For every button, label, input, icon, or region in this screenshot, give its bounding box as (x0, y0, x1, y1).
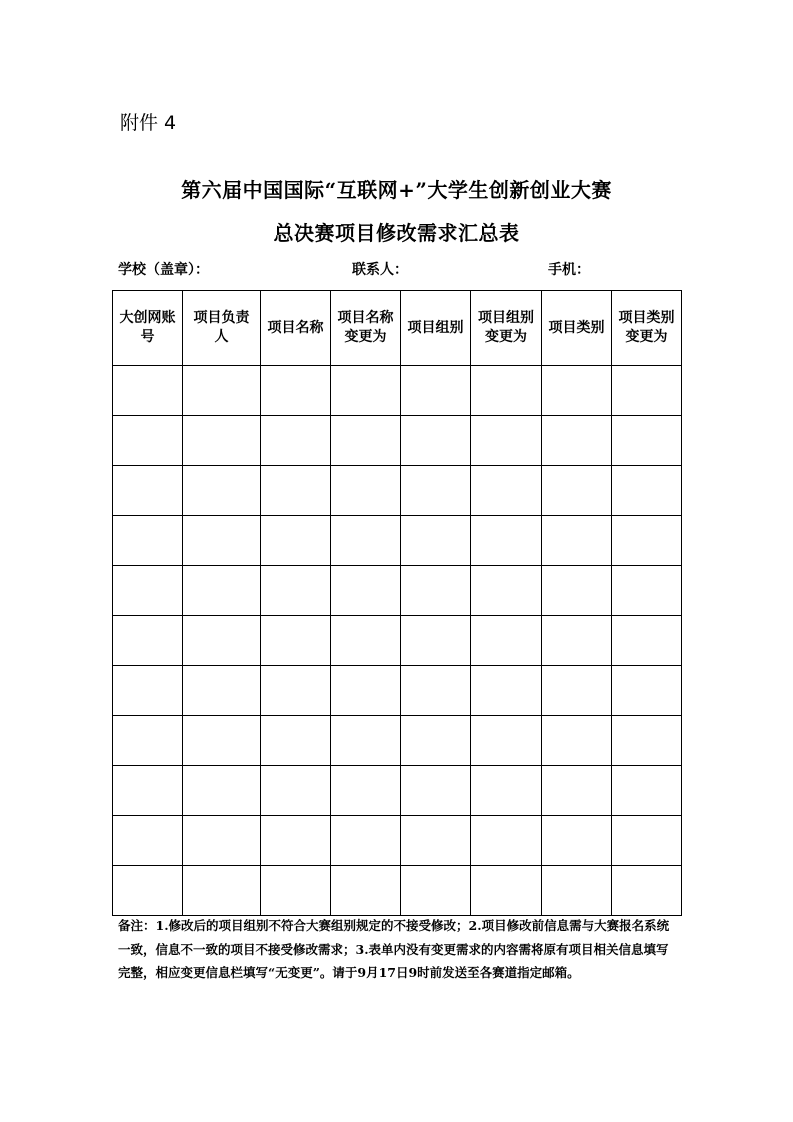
table-cell[interactable] (401, 566, 471, 616)
table-cell[interactable] (183, 466, 261, 516)
table-cell[interactable] (183, 816, 261, 866)
table-cell[interactable] (471, 366, 542, 416)
table-cell[interactable] (331, 816, 401, 866)
header-project-category: 项目类别 (542, 291, 612, 366)
header-account: 大创网账号 (113, 291, 183, 366)
table-cell[interactable] (261, 416, 331, 466)
table-cell[interactable] (183, 516, 261, 566)
table-cell[interactable] (471, 816, 542, 866)
table-row (113, 766, 682, 816)
table-row (113, 666, 682, 716)
table-cell[interactable] (183, 366, 261, 416)
table-cell[interactable] (612, 816, 682, 866)
table-cell[interactable] (261, 866, 331, 916)
table-row (113, 516, 682, 566)
table-cell[interactable] (261, 566, 331, 616)
table-cell[interactable] (542, 466, 612, 516)
table-cell[interactable] (401, 666, 471, 716)
table-cell[interactable] (542, 816, 612, 866)
table-cell[interactable] (183, 666, 261, 716)
table-row (113, 816, 682, 866)
table-cell[interactable] (471, 466, 542, 516)
table-row (113, 566, 682, 616)
table-cell[interactable] (183, 616, 261, 666)
table-cell[interactable] (401, 866, 471, 916)
table-cell[interactable] (331, 766, 401, 816)
table-cell[interactable] (331, 466, 401, 516)
table-cell[interactable] (612, 566, 682, 616)
table-cell[interactable] (401, 616, 471, 666)
attachment-label: 附件 4 (120, 112, 177, 134)
header-project-group: 项目组别 (401, 291, 471, 366)
table-cell[interactable] (471, 866, 542, 916)
table-cell[interactable] (331, 616, 401, 666)
table-cell[interactable] (331, 566, 401, 616)
table-cell[interactable] (401, 416, 471, 466)
table-cell[interactable] (401, 766, 471, 816)
table-cell[interactable] (331, 866, 401, 916)
table-cell[interactable] (542, 416, 612, 466)
table-cell[interactable] (261, 716, 331, 766)
table-cell[interactable] (113, 616, 183, 666)
table-cell[interactable] (401, 366, 471, 416)
table-cell[interactable] (331, 366, 401, 416)
table-cell[interactable] (183, 716, 261, 766)
table-cell[interactable] (542, 766, 612, 816)
table-cell[interactable] (261, 766, 331, 816)
table-cell[interactable] (471, 766, 542, 816)
table-cell[interactable] (113, 516, 183, 566)
table-cell[interactable] (542, 566, 612, 616)
table-row (113, 466, 682, 516)
table-row (113, 716, 682, 766)
table-cell[interactable] (612, 516, 682, 566)
table-row (113, 416, 682, 466)
table-cell[interactable] (401, 716, 471, 766)
table-cell[interactable] (542, 666, 612, 716)
table-cell[interactable] (471, 616, 542, 666)
table-cell[interactable] (471, 666, 542, 716)
table-cell[interactable] (113, 416, 183, 466)
modification-request-table (112, 290, 682, 916)
document-title-line2: 总决赛项目修改需求汇总表 (273, 221, 520, 245)
table-cell[interactable] (401, 466, 471, 516)
table-row (113, 866, 682, 916)
table-cell[interactable] (183, 866, 261, 916)
table-cell[interactable] (261, 816, 331, 866)
table-header-row (113, 291, 682, 366)
table-cell[interactable] (612, 366, 682, 416)
table-cell[interactable] (612, 466, 682, 516)
phone-label: 手机： (548, 262, 590, 278)
header-project-category-change: 项目类别变更为 (612, 291, 682, 366)
contact-person-label: 联系人： (352, 262, 408, 278)
table-cell[interactable] (542, 716, 612, 766)
table-cell[interactable] (542, 366, 612, 416)
table-cell[interactable] (401, 516, 471, 566)
school-seal-label: 学校（盖章）： (118, 262, 209, 278)
table-cell[interactable] (471, 716, 542, 766)
table-cell[interactable] (261, 366, 331, 416)
document-title-line1: 第六届中国国际“互联网+”大学生创新创业大赛 (181, 178, 612, 202)
table-cell[interactable] (612, 766, 682, 816)
table-cell[interactable] (113, 766, 183, 816)
table-cell[interactable] (261, 616, 331, 666)
table-cell[interactable] (331, 416, 401, 466)
table-body (113, 366, 682, 916)
table-row (113, 616, 682, 666)
table-cell[interactable] (113, 366, 183, 416)
table-cell[interactable] (612, 866, 682, 916)
table-cell[interactable] (471, 566, 542, 616)
table-cell[interactable] (113, 566, 183, 616)
table-cell[interactable] (331, 716, 401, 766)
table-cell[interactable] (471, 516, 542, 566)
table-cell[interactable] (612, 716, 682, 766)
remarks-note: 备注：1.修改后的项目组别不符合大赛组别规定的不接受修改；2.项目修改前信息需与大赛报名系统一致，信息不一致的项目不接受修改需求；3.表单内没有变更需求的内容需将原有项目相关信息填写完整，相应变更信息栏填写“无变更”。请于9月17日9时前发送至各赛道指定邮箱。 (118, 918, 670, 980)
table-cell[interactable] (331, 666, 401, 716)
table-cell[interactable] (612, 416, 682, 466)
table-cell[interactable] (331, 516, 401, 566)
table-cell[interactable] (183, 766, 261, 816)
table-cell[interactable] (401, 816, 471, 866)
table-cell[interactable] (471, 416, 542, 466)
header-project-name: 项目名称 (261, 291, 331, 366)
table-cell[interactable] (183, 416, 261, 466)
header-project-group-change: 项目组别变更为 (471, 291, 542, 366)
table-row (113, 366, 682, 416)
table-cell[interactable] (183, 566, 261, 616)
table-cell[interactable] (542, 516, 612, 566)
header-project-leader: 项目负责人 (183, 291, 261, 366)
table-cell[interactable] (113, 716, 183, 766)
table-cell[interactable] (113, 666, 183, 716)
table-cell[interactable] (612, 666, 682, 716)
table-cell[interactable] (542, 866, 612, 916)
table-cell[interactable] (261, 666, 331, 716)
header-project-name-change: 项目名称变更为 (331, 291, 401, 366)
table-cell[interactable] (113, 866, 183, 916)
table-cell[interactable] (612, 616, 682, 666)
table-cell[interactable] (113, 466, 183, 516)
table-cell[interactable] (113, 816, 183, 866)
table-cell[interactable] (261, 516, 331, 566)
table-cell[interactable] (542, 616, 612, 666)
table-cell[interactable] (261, 466, 331, 516)
